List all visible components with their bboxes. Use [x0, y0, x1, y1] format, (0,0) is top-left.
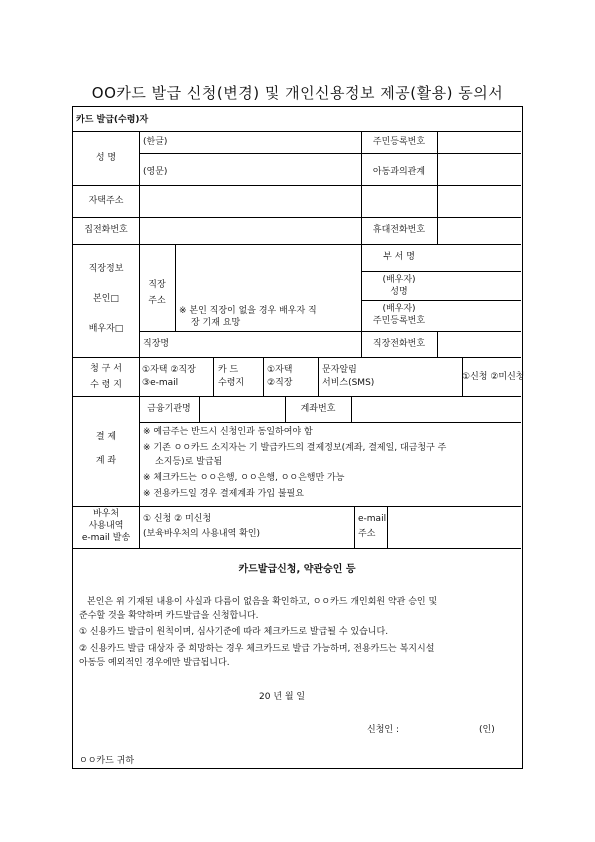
date-line: 20 년 월 일 — [259, 692, 306, 702]
voucher-address-label: 주소 — [358, 529, 376, 539]
name-label: 성 명 — [95, 153, 117, 163]
consent-para-3b: 아동등 예외적인 경우에만 발급됩니다. — [79, 658, 230, 668]
voucher-label-1: 바우처 — [92, 509, 120, 519]
account-number-label: 계좌번호 — [300, 404, 336, 414]
payment-label-2: 계 좌 — [95, 456, 117, 466]
work-address-label-1: 직장 — [148, 280, 166, 290]
workplace-info-label: 직장정보 — [88, 264, 124, 274]
recipient: ㅇㅇ카드 귀하 — [79, 756, 135, 766]
card-delivery-option-2[interactable]: ②직장 — [267, 378, 293, 388]
card-delivery-label-2: 수령지 — [218, 378, 245, 388]
work-phone-label: 직장전화번호 — [372, 339, 426, 349]
english-name-label: (영문) — [143, 167, 168, 177]
billing-label-1: 청 구 서 — [90, 364, 122, 374]
consent-para-1a: 본인은 위 기재된 내용이 사실과 다름이 없음을 확인하고, ㅇㅇ카드 개인회원 약관 승인 및 — [87, 597, 438, 607]
spouse-rrn-label-1: (배우자) — [382, 304, 416, 314]
applicant-signature-label: 신청인 : — [367, 725, 399, 735]
company-name-label: 직장명 — [143, 339, 170, 349]
voucher-email-label: e-mail — [358, 514, 387, 524]
sms-label-2: 서비스(SMS) — [322, 378, 375, 388]
payment-note-3: ※ 체크카드는 ㅇㅇ은행, ㅇㅇ은행, ㅇㅇ은행만 가능 — [143, 473, 345, 483]
voucher-label-2: 사용내역 — [88, 521, 124, 531]
home-phone-label: 집전화번호 — [84, 225, 128, 235]
billing-options-2[interactable]: ③e-mail — [142, 378, 179, 388]
card-delivery-option-1[interactable]: ①자택 — [267, 365, 293, 375]
workplace-note-1: ※ 본인 직장이 없을 경우 배우자 직 — [179, 306, 317, 316]
self-checkbox-label[interactable]: 본인□ — [93, 294, 119, 304]
consent-para-3a: ② 신용카드 발급 대상자 중 희망하는 경우 체크카드로 발급 가능하며, 전용카드는 복지시설 — [79, 644, 435, 654]
payment-note-1: ※ 예금주는 반드시 신청인과 동일하여야 함 — [143, 427, 313, 437]
consent-heading: 카드발급신청, 약관승인 등 — [238, 564, 356, 575]
billing-options-1[interactable]: ①자택 ②직장 — [142, 365, 196, 375]
payment-note-4: ※ 전용카드일 경우 결제계좌 가입 불필요 — [143, 489, 304, 499]
document-title: OO카드 발급 신청(변경) 및 개인신용정보 제공(활용) 동의서 — [91, 84, 504, 102]
payment-note-2b: 소지등)로 발급됨 — [155, 457, 223, 467]
voucher-label-3: e-mail 발송 — [81, 533, 131, 543]
section-header: 카드 발급(수령)자 — [76, 115, 149, 125]
spouse-name-label-2: 성명 — [390, 287, 408, 297]
card-delivery-label-1: 카 드 — [218, 365, 239, 375]
workplace-note-2: 장 기재 요망 — [191, 318, 241, 328]
sms-options[interactable]: ①신청 ②미신청 — [462, 372, 525, 382]
bank-name-label: 금융기관명 — [147, 404, 191, 414]
consent-para-1b: 준수할 것을 확약하며 카드발급을 신청합니다. — [79, 611, 259, 621]
rrn-label: 주민등록번호 — [372, 137, 426, 147]
dept-label: 부 서 명 — [383, 252, 415, 262]
spouse-rrn-label-2: 주민등록번호 — [372, 316, 426, 326]
payment-label-1: 결 제 — [95, 432, 117, 442]
mobile-label: 휴대전화번호 — [372, 225, 426, 235]
consent-para-2: ① 신용카드 발급이 원칙이며, 심사기준에 따라 체크카드로 발급될 수 있습니다. — [79, 627, 389, 637]
seal-mark: (인) — [479, 725, 495, 735]
sms-label-1: 문자알림 — [322, 365, 357, 375]
relation-label: 아동과의관계 — [372, 167, 426, 177]
application-form — [72, 106, 523, 769]
home-address-label: 자택주소 — [88, 196, 124, 206]
spouse-checkbox-label[interactable]: 배우자□ — [88, 324, 124, 334]
hangul-name-label: (한글) — [143, 137, 168, 147]
billing-label-2: 수 령 지 — [90, 380, 122, 390]
work-address-label-2: 주소 — [148, 296, 166, 306]
voucher-options[interactable]: ① 신청 ② 미신청 — [143, 514, 212, 524]
voucher-note: (보육바우처의 사용내역 확인) — [143, 529, 261, 539]
spouse-name-label-1: (배우자) — [382, 275, 416, 285]
payment-note-2a: ※ 기존 ㅇㅇ카드 소지자는 기 발급카드의 결제정보(계좌, 결제일, 대금청구 주 — [143, 443, 447, 453]
